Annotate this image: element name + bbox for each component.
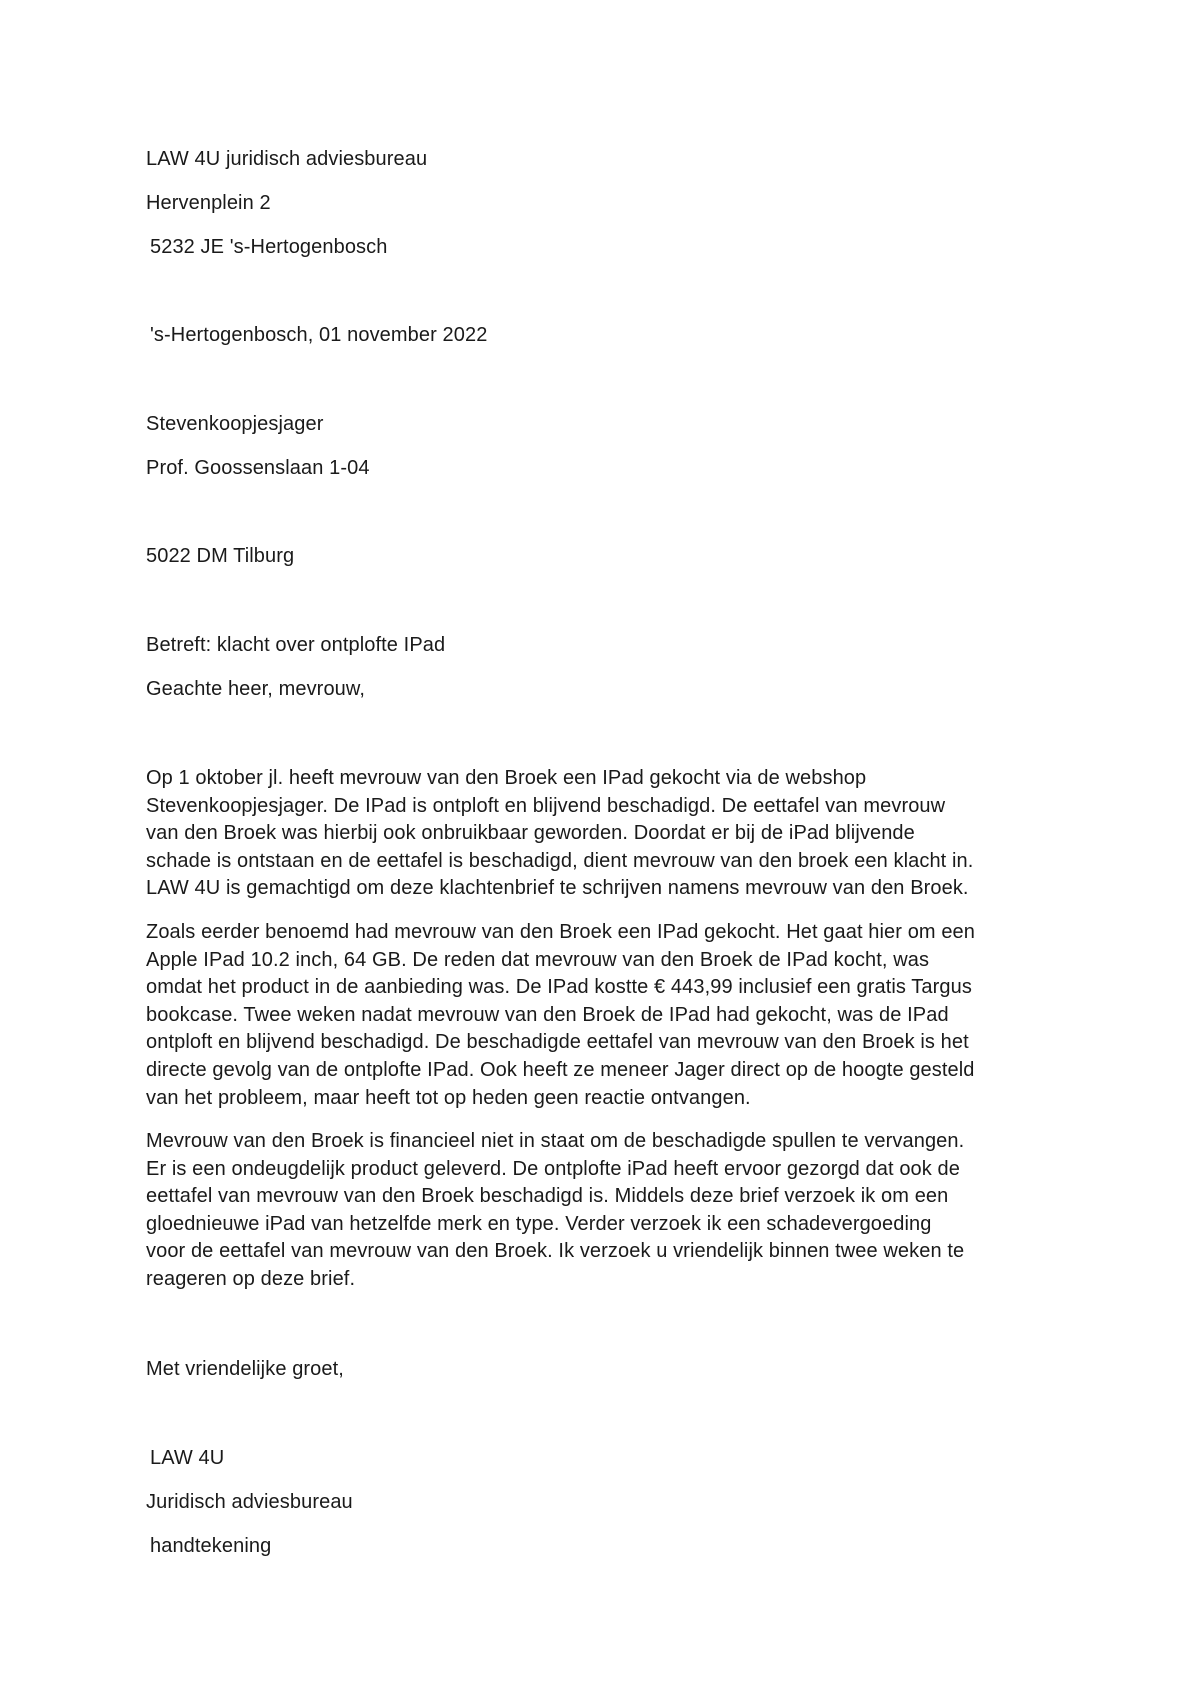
body-paragraph-1 (146, 765, 1066, 903)
paragraph-line: ontploft en blijvend beschadigd. De beschadigde eettafel van mevrouw van den Broek is het (146, 1031, 969, 1054)
paragraph-line: gloednieuwe iPad van hetzelfde merk en type. Verder verzoek ik een schadevergoeding (146, 1212, 932, 1235)
paragraph-line: van den Broek was hierbij ook onbruikbaar geworden. Doordat er bij de iPad blijvende (146, 822, 915, 845)
paragraph-line: eettafel van mevrouw van den Broek beschadigd is. Middels deze brief verzoek ik om een (146, 1185, 949, 1208)
body-paragraph-3 (146, 1128, 1066, 1294)
signature-org: LAW 4U (150, 1447, 225, 1469)
sender-name: LAW 4U juridisch adviesbureau (146, 148, 428, 170)
closing: Met vriendelijke groet, (146, 1358, 344, 1380)
salutation: Geachte heer, mevrouw, (146, 678, 365, 700)
paragraph-line: Stevenkoopjesjager. De IPad is ontploft en blijvend beschadigd. De eettafel van mevrouw (146, 794, 946, 817)
body-paragraph-2 (146, 919, 1066, 1112)
paragraph-line: voor de eettafel van mevrouw van den Broek. Ik verzoek u vriendelijk binnen twee weken te (146, 1240, 965, 1263)
recipient-street: Prof. Goossenslaan 1-04 (146, 457, 370, 479)
paragraph-line: Mevrouw van den Broek is financieel niet in staat om de beschadigde spullen te vervangen. (146, 1130, 965, 1152)
signature-handtekening: handtekening (150, 1535, 272, 1557)
letter-date: 's-Hertogenbosch, 01 november 2022 (150, 324, 488, 346)
paragraph-line: Zoals eerder benoemd had mevrouw van den Broek een IPad gekocht. Het gaat hier om een (146, 921, 975, 943)
paragraph-line: Er is een ondeugdelijk product geleverd. De ontplofte iPad heeft ervoor gezorgd dat ook de (146, 1157, 960, 1180)
recipient-name: Stevenkoopjesjager (146, 413, 324, 435)
paragraph-line: reageren op deze brief. (146, 1267, 356, 1290)
paragraph-line: schade is ontstaan en de eettafel is beschadigd, dient mevrouw van den broek een klacht in. (146, 849, 974, 872)
subject-line: Betreft: klacht over ontplofte IPad (146, 634, 446, 656)
paragraph-line: LAW 4U is gemachtigd om deze klachtenbrief te schrijven namens mevrouw van den Broek. (146, 877, 969, 900)
paragraph-line: Apple IPad 10.2 inch, 64 GB. De reden dat mevrouw van den Broek de IPad kocht, was (146, 948, 930, 971)
signature-subtitle: Juridisch adviesbureau (146, 1491, 353, 1513)
sender-street: Hervenplein 2 (146, 192, 271, 214)
paragraph-line: van het probleem, maar heeft tot op heden geen reactie ontvangen. (146, 1086, 751, 1109)
paragraph-line: bookcase. Twee weken nadat mevrouw van den Broek de IPad had gekocht, was de IPad (146, 1003, 949, 1026)
paragraph-line: directe gevolg van de ontplofte IPad. Ook heeft ze meneer Jager direct op de hoogte gesteld (146, 1058, 975, 1081)
paragraph-line: omdat het product in de aanbieding was. De IPad kostte € 443,99 inclusief een gratis Targus (146, 976, 972, 999)
recipient-postal-city: 5022 DM Tilburg (146, 545, 295, 567)
paragraph-line: Op 1 oktober jl. heeft mevrouw van den Broek een IPad gekocht via de webshop (146, 767, 867, 789)
sender-postal-city: 5232 JE 's-Hertogenbosch (150, 236, 388, 258)
